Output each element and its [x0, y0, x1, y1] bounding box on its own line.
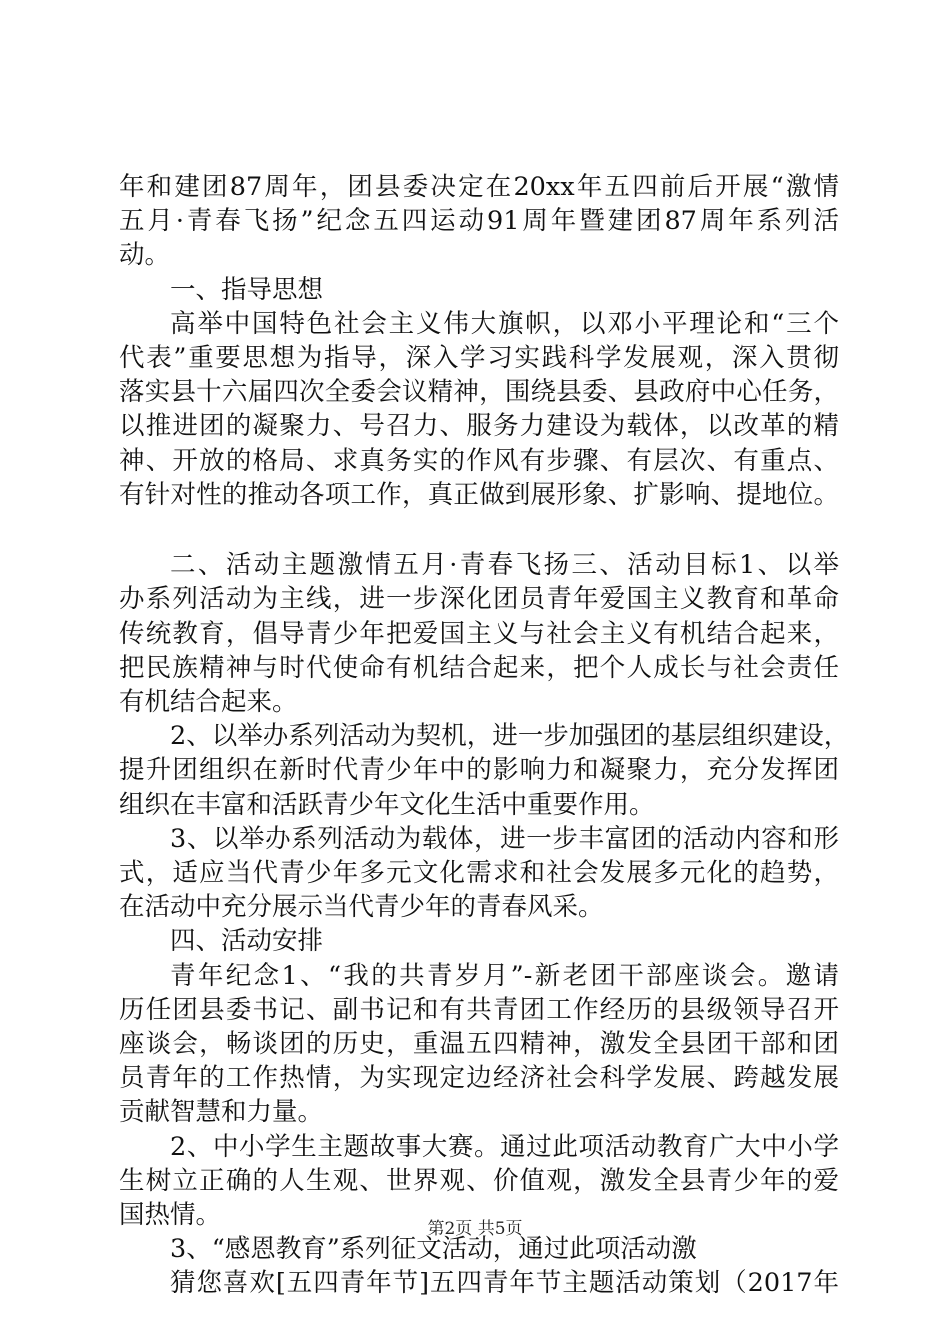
text-line: 贡献智慧和力量。	[119, 1097, 324, 1128]
text-line: 办系列活动为主线，进一步深化团员青年爱国主义教育和革命	[119, 584, 839, 615]
text-line: 把民族精神与时代使命有机结合起来，把个人成长与社会责任	[119, 652, 839, 683]
text-line: 座谈会，畅谈团的历史，重温五四精神，激发全县团干部和团	[119, 1029, 839, 1059]
text-line: 青年纪念1、“我的共青岁月”-新老团干部座谈会。邀请	[170, 960, 839, 991]
text-line: 员青年的工作热情，为实现定边经济社会科学发展、跨越发展	[119, 1063, 839, 1094]
page-footer: 第2页 共5页	[427, 1219, 523, 1239]
text-line: 以推进团的凝聚力、号召力、服务力建设为载体，以改革的精	[119, 411, 839, 442]
text-line: 在活动中充分展示当代青少年的青春风采。	[119, 892, 604, 923]
text-line: 二、活动主题激情五月·青春飞扬三、活动目标1、以举	[170, 550, 839, 581]
text-line: 一、指导思想	[170, 274, 324, 305]
text-line	[119, 512, 839, 546]
text-line: 2、中小学生主题故事大赛。通过此项活动教育广大中小学	[170, 1131, 839, 1162]
text-line: 猜您喜欢[五四青年节]五四青年节主题活动策划（2017年	[170, 1268, 839, 1299]
text-line: 提升团组织在新时代青少年中的影响力和凝聚力，充分发挥团	[119, 755, 839, 786]
text-line: 式，适应当代青少年多元文化需求和社会发展多元化的趋势，	[119, 858, 839, 888]
text-line: 落实县十六届四次全委会议精神，围绕县委、县政府中心任务，	[119, 377, 839, 408]
text-line: 组织在丰富和活跃青少年文化生活中重要作用。	[119, 789, 655, 820]
text-line: 生树立正确的人生观、世界观、价值观，激发全县青少年的爱	[119, 1165, 839, 1196]
text-line: 3、“感恩教育”系列征文活动，通过此项活动激	[170, 1234, 697, 1265]
text-line: 高举中国特色社会主义伟大旗帜，以邓小平理论和“三个	[170, 308, 839, 339]
text-line: 四、活动安排	[170, 926, 324, 957]
text-line: 五月·青春飞扬”纪念五四运动91周年暨建团87周年系列活	[119, 206, 839, 237]
text-line: 神、开放的格局、求真务实的作风有步骤、有层次、有重点、	[119, 445, 839, 476]
text-line: 动。	[119, 240, 171, 271]
text-line: 2、以举办系列活动为契机，进一步加强团的基层组织建设，	[170, 721, 850, 752]
text-line: 历任团县委书记、副书记和有共青团工作经历的县级领导召开	[119, 994, 839, 1025]
text-line: 国热情。	[119, 1200, 222, 1230]
text-line: 有机结合起来。	[119, 687, 298, 717]
text-line: 有针对性的推动各项工作，真正做到展形象、扩影响、提地位。	[119, 479, 839, 510]
text-line: 年和建团87周年，团县委决定在20xx年五四前后开展“激情	[119, 172, 839, 202]
text-line: 3、以举办系列活动为载体，进一步丰富团的活动内容和形	[170, 823, 839, 854]
text-line: 传统教育，倡导青少年把爱国主义与社会主义有机结合起来，	[119, 618, 839, 649]
text-line: 代表”重要思想为指导，深入学习实践科学发展观，深入贯彻	[119, 343, 839, 373]
